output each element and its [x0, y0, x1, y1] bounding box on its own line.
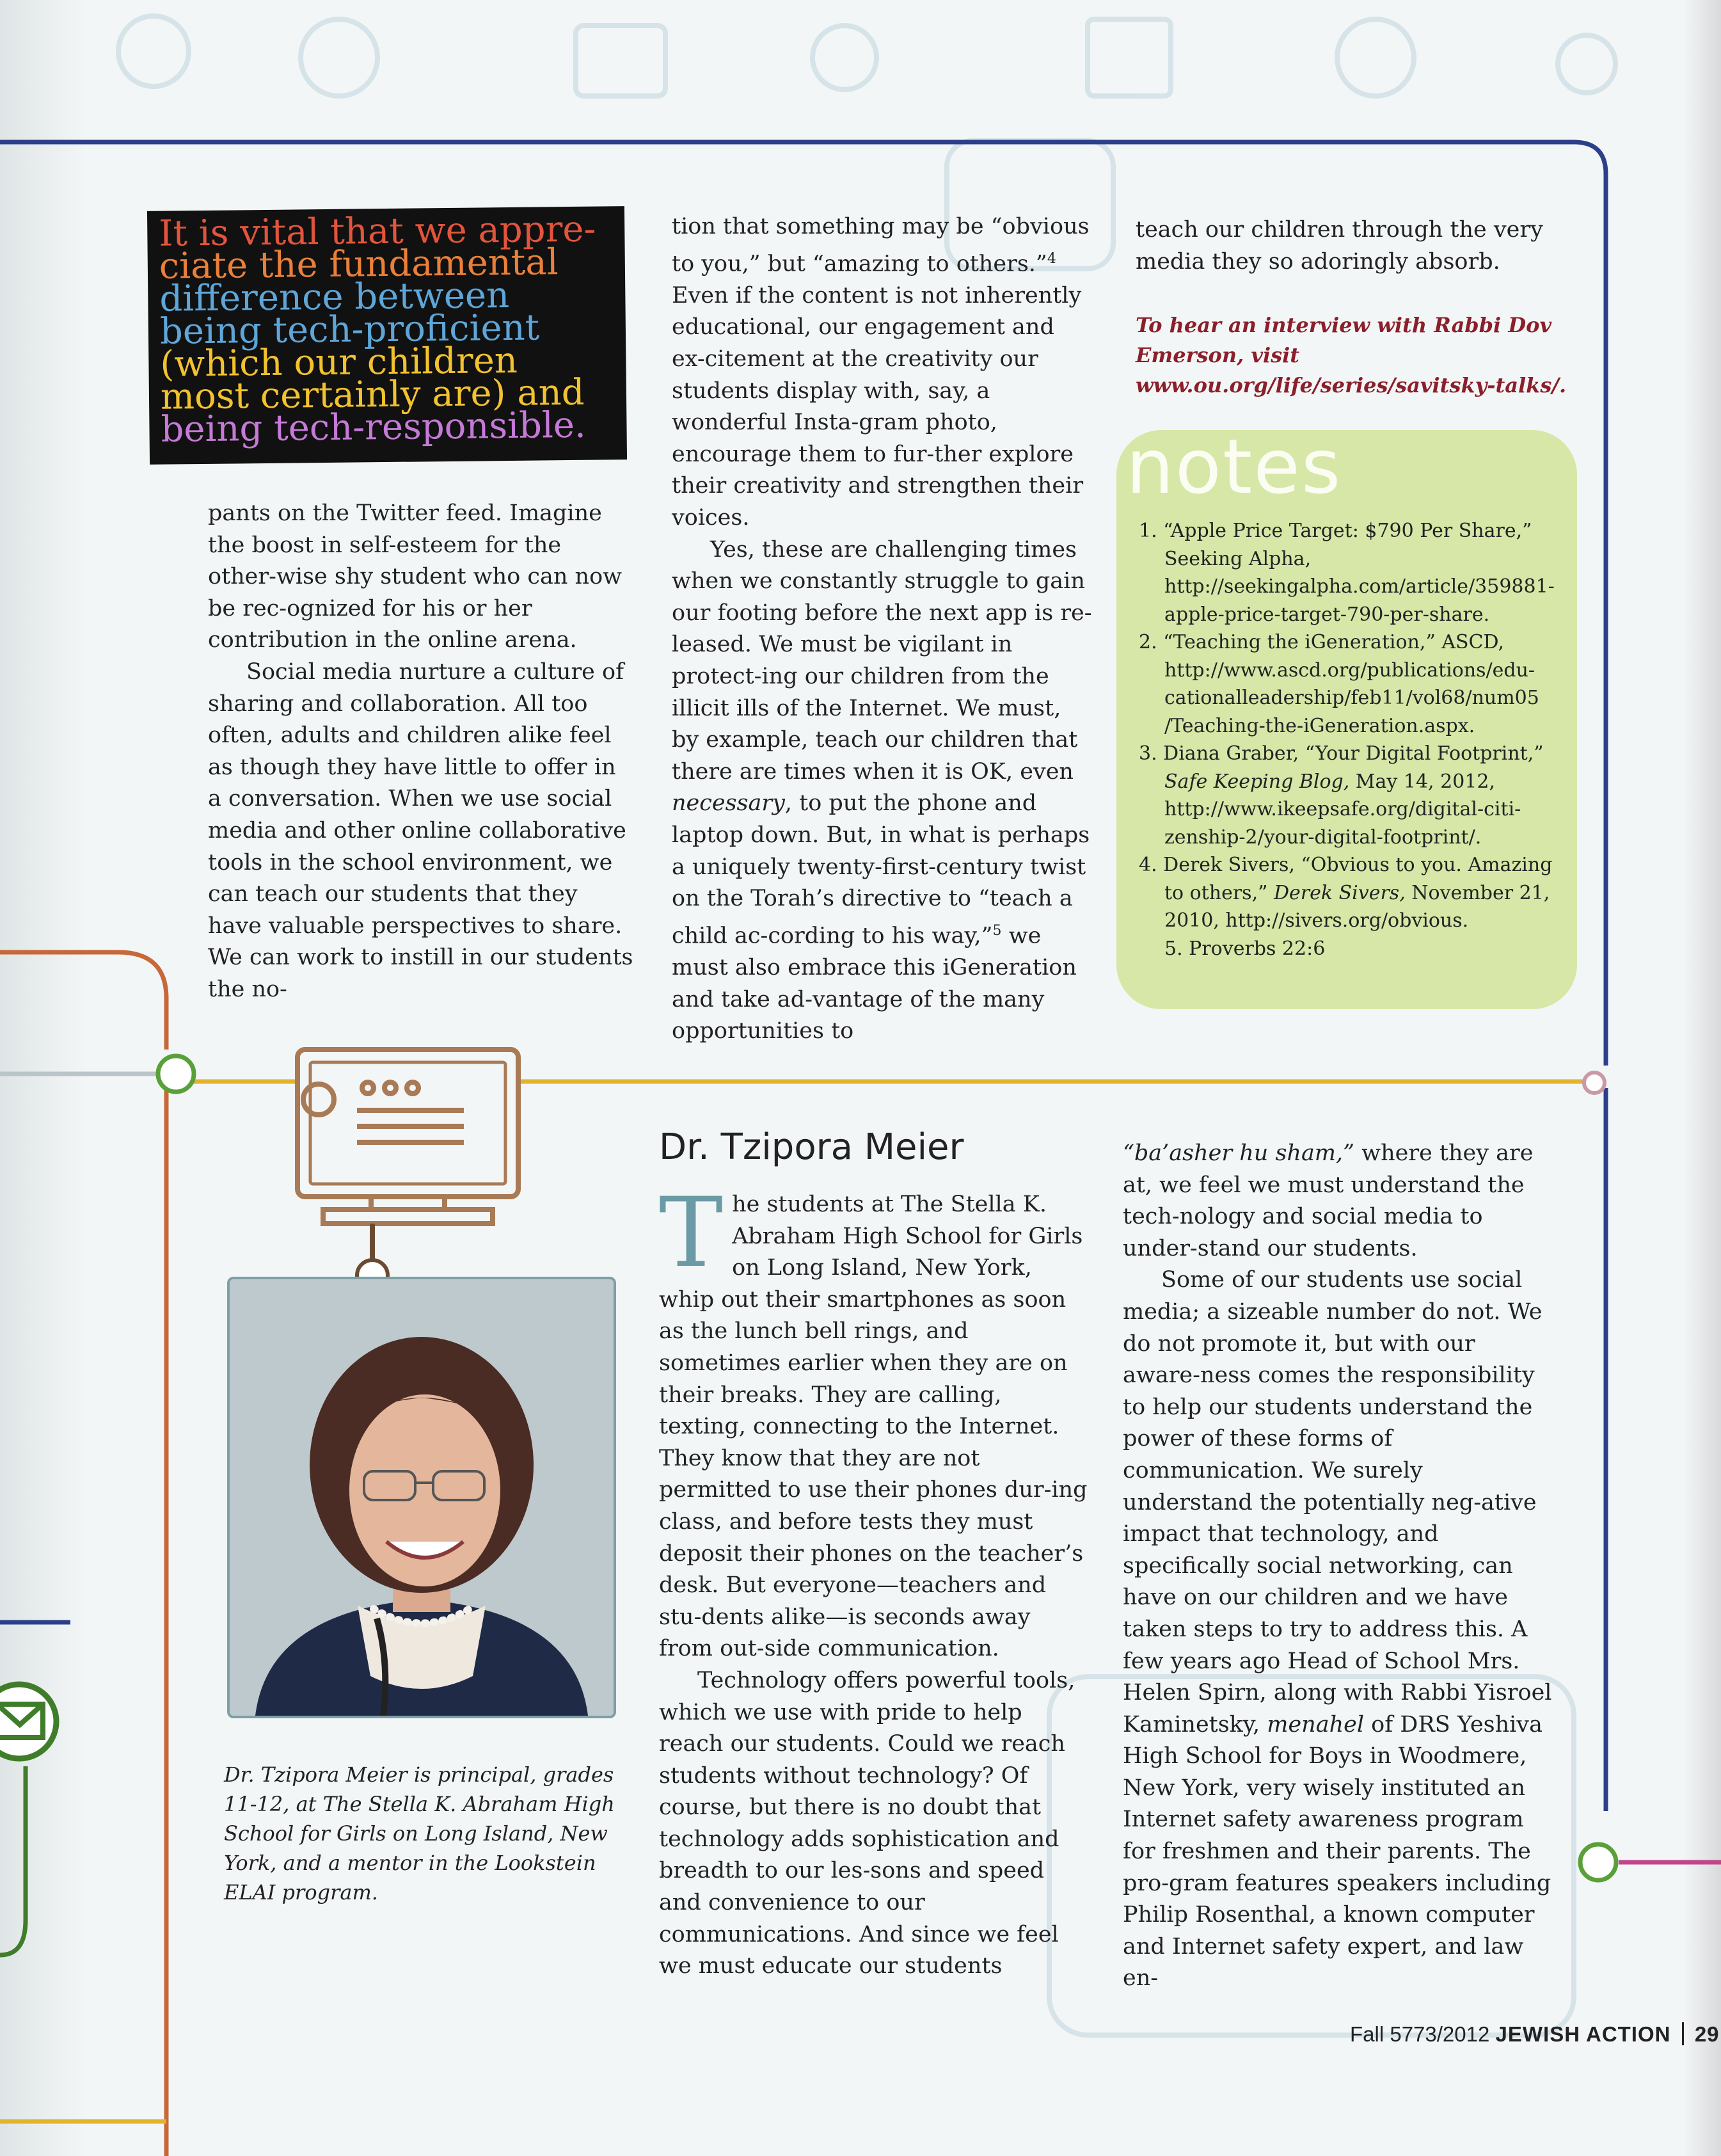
- paragraph: teach our children through the very media they so adoringly absorb.: [1136, 217, 1543, 275]
- note-item: 2. “Teaching the iGeneration,” ASCD, http://www.ascd.org/publications/edu-cationalleadership/feb11/vol68/num05 /Teaching-the-iGeneration.aspx.: [1139, 631, 1539, 737]
- article2-column-2: [1123, 1138, 1558, 1995]
- pull-quote-line: being tech-proficient: [159, 307, 540, 353]
- notes-title: notes: [1126, 422, 1342, 511]
- paragraph: Yes, these are challenging times when we constantly struggle to gain our footing before the next app is re-leased. We must be vigilant in protect-ing our children from the illicit ills of the Internet. We must, by example, teach our children that there are times when it is OK, even necessary, to put the phone and laptop down. But, in what is perhaps a uniquely twenty-first-century twist on the Torah’s directive to “teach a child ac-cording to his way,”$^5$ we must also embrace this iGeneration and take ad-vantage of the many opportunities to: [672, 536, 1092, 1044]
- portrait-illustration: [230, 1279, 614, 1716]
- page-number: 29: [1694, 2022, 1720, 2046]
- article-heading: Dr. Tzipora Meier: [659, 1126, 964, 1168]
- article1-column-1: [208, 498, 633, 1006]
- pull-quote-line: difference between: [159, 274, 510, 320]
- magazine-name: JEWISH ACTION: [1495, 2022, 1671, 2046]
- page-gutter: [0, 0, 86, 2156]
- paragraph: Technology offers powerful tools, which we use with pride to help reach our students. Could we reach students without technology? Of course, but there is no doubt that technology adds sophistication and breadth to our les-sons and speed and convenience to our communications. And since we feel we must educate our students: [659, 1667, 1075, 1979]
- paragraph: tion that something may be “obvious to you,” but “amazing to others.”$^4$ Even if the content is not inherently educational, our engagement and ex-citement at the creativity our students display with, say, a wonderful Insta-gram photo, encourage them to fur-ther explore their creativity and strengthen their voices.: [672, 214, 1090, 531]
- footer-divider: [1682, 2022, 1684, 2045]
- drop-cap: T: [659, 1178, 724, 1289]
- notes-list: [1139, 517, 1561, 962]
- issue-date: Fall 5773/2012: [1350, 2022, 1490, 2046]
- monitor-icon: [297, 1050, 518, 1261]
- note-item: 1. “Apple Price Target: $790 Per Share,” Seeking Alpha, http://seekingalpha.com/article/359881-apple-price-target-790-per-share.: [1139, 520, 1555, 626]
- pull-quote-line: It is vital that we appre-: [158, 208, 596, 255]
- note-item: 4. Derek Sivers, “Obvious to you. Amazing to others,” Derek Sivers, November 21, 2010, http://sivers.org/obvious.: [1139, 854, 1553, 932]
- note-item: 5. Proverbs 22:6: [1164, 937, 1326, 960]
- paragraph: “ba’asher hu sham,” where they are at, we feel we must understand the tech-nology and social media to under-stand our students.: [1123, 1140, 1534, 1261]
- page-footer: [1350, 2022, 1720, 2047]
- photo-caption: Dr. Tzipora Meier is principal, grades 11-12, at The Stella K. Abraham High School for Girls on Long Island, New York, and a mentor in the Lookstein ELAI program.: [224, 1762, 615, 1904]
- page-edge: [1683, 0, 1721, 2156]
- pull-quote-line: most certainly are) and: [160, 371, 585, 418]
- paragraph: The students at The Stella K. Abraham High School for Girls on Long Island, New York, whip out their smartphones as soon as the lunch bell rings, and sometimes earlier when they are on their breaks. They are calling, texting, connecting to the Internet. They know that they are not permitted to use their phones dur-ing class, and before tests they must deposit their phones on the teacher’s desk. But everyone—teachers and stu-dents alike—is seconds away from out-side communication.: [659, 1178, 1088, 1662]
- pull-quote: [147, 206, 627, 465]
- pull-quote-line: ciate the fundamental: [159, 241, 559, 287]
- interview-link[interactable]: To hear an interview with Rabbi Dov Emerson, visit www.ou.org/life/series/savitsky-talks/.: [1136, 313, 1567, 397]
- paragraph: pants on the Twitter feed. Imagine the boost in self-esteem for the other-wise shy student who can now be rec-ognized for his or her contribution in the online arena.: [208, 500, 623, 653]
- pull-quote-line: (which our children: [160, 339, 518, 385]
- note-item: 3. Diana Graber, “Your Digital Footprint,” Safe Keeping Blog, May 14, 2012, http://www.ikeepsafe.org/digital-citi-zenship-2/your-digital-footprint/.: [1139, 742, 1544, 849]
- paragraph: Some of our students use social media; a sizeable number do not. We do not promote it, but with our aware-ness comes the responsibility to help our students understand the power of these forms of communication. We surely understand the potentially neg-ative impact that technology, and specifically social networking, can have on our children and we have taken steps to try to address this. A few years ago Head of School Mrs. Helen Spirn, along with Rabbi Yisroel Kaminetsky, menahel of DRS Yeshiva High School for Boys in Woodmere, New York, very wisely instituted an Internet safety awareness program for freshmen and their parents. The pro-gram features speakers including Philip Rosenthal, a known computer and Internet safety expert, and law en-: [1123, 1267, 1552, 1992]
- pull-quote-line: being tech-responsible.: [161, 404, 587, 451]
- author-photo: [227, 1277, 616, 1718]
- article1-column-2: [672, 211, 1094, 1048]
- article2-column-1: [659, 1178, 1091, 1983]
- paragraph: Social media nurture a culture of sharing and collaboration. All too often, adults and children alike feel as though they have little to offer in a conversation. When we use social media and other online collaborative tools in the school environment, we can teach our students that they have valuable perspectives to share. We can work to instill in our students the no-: [208, 659, 633, 1002]
- article1-column-3: [1136, 214, 1571, 278]
